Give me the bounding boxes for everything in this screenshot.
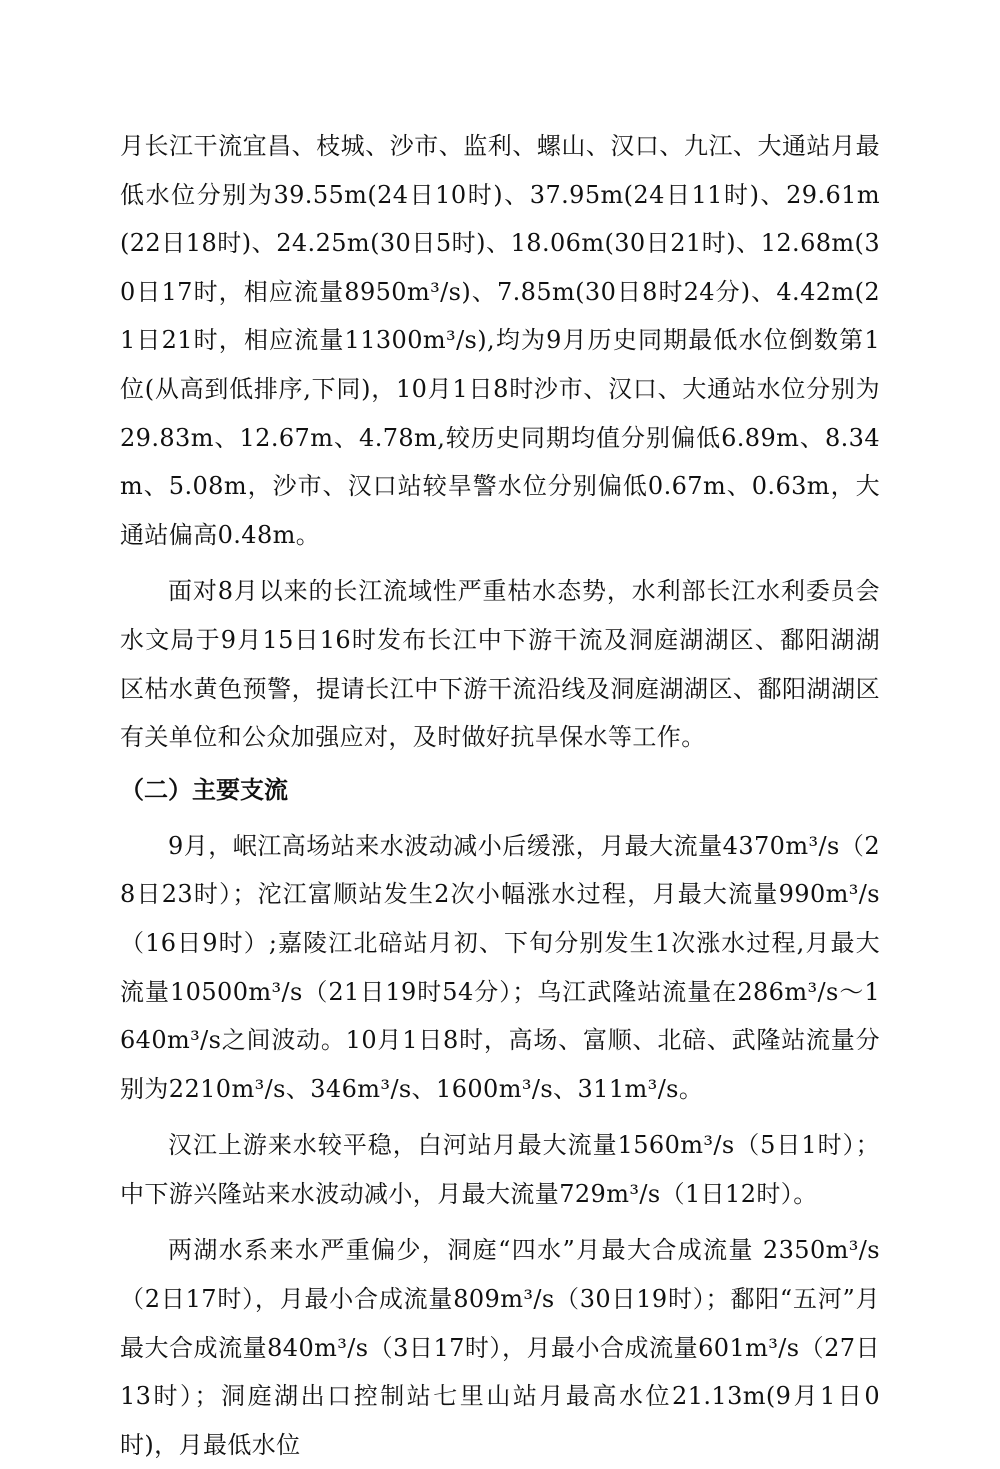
paragraph-mainstream-low-water: 月长江干流宜昌、枝城、沙市、监利、螺山、汉口、九江、大通站月最低水位分别为39.55m(24日10时)、37.95m(24日11时)、29.61m(22日18时)、24.25m(30日5时)、18.06m(30日21时)、12.68m(30日17时，相应流量8950m³/s)、7.85m(30日8时24分)、4.42m(21日21时，相应流量11300m³/s),均为9月历史同期最低水位倒数第1位(从高到低排序,下同)，10月1日8时沙市、汉口、大通站水位分别为29.83m、12.67m、4.78m,较历史同期均值分别偏低6.89m、8.34m、5.08m，沙市、汉口站较旱警水位分别偏低0.67m、0.63m，大通站偏高0.48m。: [120, 132, 880, 549]
paragraph-hanjiang: 汉江上游来水较平稳，白河站月最大流量1560m³/s（5日1时）；中下游兴隆站来水波动减小，月最大流量729m³/s（1日12时）。: [120, 1131, 880, 1208]
paragraph-drought-warning: 面对8月以来的长江流域性严重枯水态势，水利部长江水利委员会水文局于9月15日16时发布长江中下游干流及洞庭湖湖区、鄱阳湖湖区枯水黄色预警，提请长江中下游干流沿线及洞庭湖湖区、鄱阳湖湖区有关单位和公众加强应对，及时做好抗旱保水等工作。: [120, 577, 880, 752]
paragraph-two-lakes: 两湖水系来水严重偏少，洞庭“四水”月最大合成流量 2350m³/s（2日17时），月最小合成流量809m³/s（30日19时）；鄱阳“五河”月最大合成流量840m³/s（3日17时），月最小合成流量601m³/s（27日13时）；洞庭湖出口控制站七里山站月最高水位21.13m(9月1日0时)，月最低水位: [120, 1236, 880, 1459]
section-heading-tributaries: （二）主要支流: [120, 775, 288, 804]
paragraph-upper-tributaries: 9月，岷江高场站来水波动减小后缓涨，月最大流量4370m³/s（28日23时）；沱江富顺站发生2次小幅涨水过程，月最大流量990m³/s（16日9时）;嘉陵江北碚站月初、下旬分别发生1次涨水过程,月最大流量10500m³/s（21日19时54分）；乌江武隆站流量在286m³/s～1640m³/s之间波动。10月1日8时，高场、富顺、北碚、武隆站流量分别为2210m³/s、346m³/s、1600m³/s、311m³/s。: [120, 831, 880, 1103]
document-page: [120, 122, 880, 1469]
